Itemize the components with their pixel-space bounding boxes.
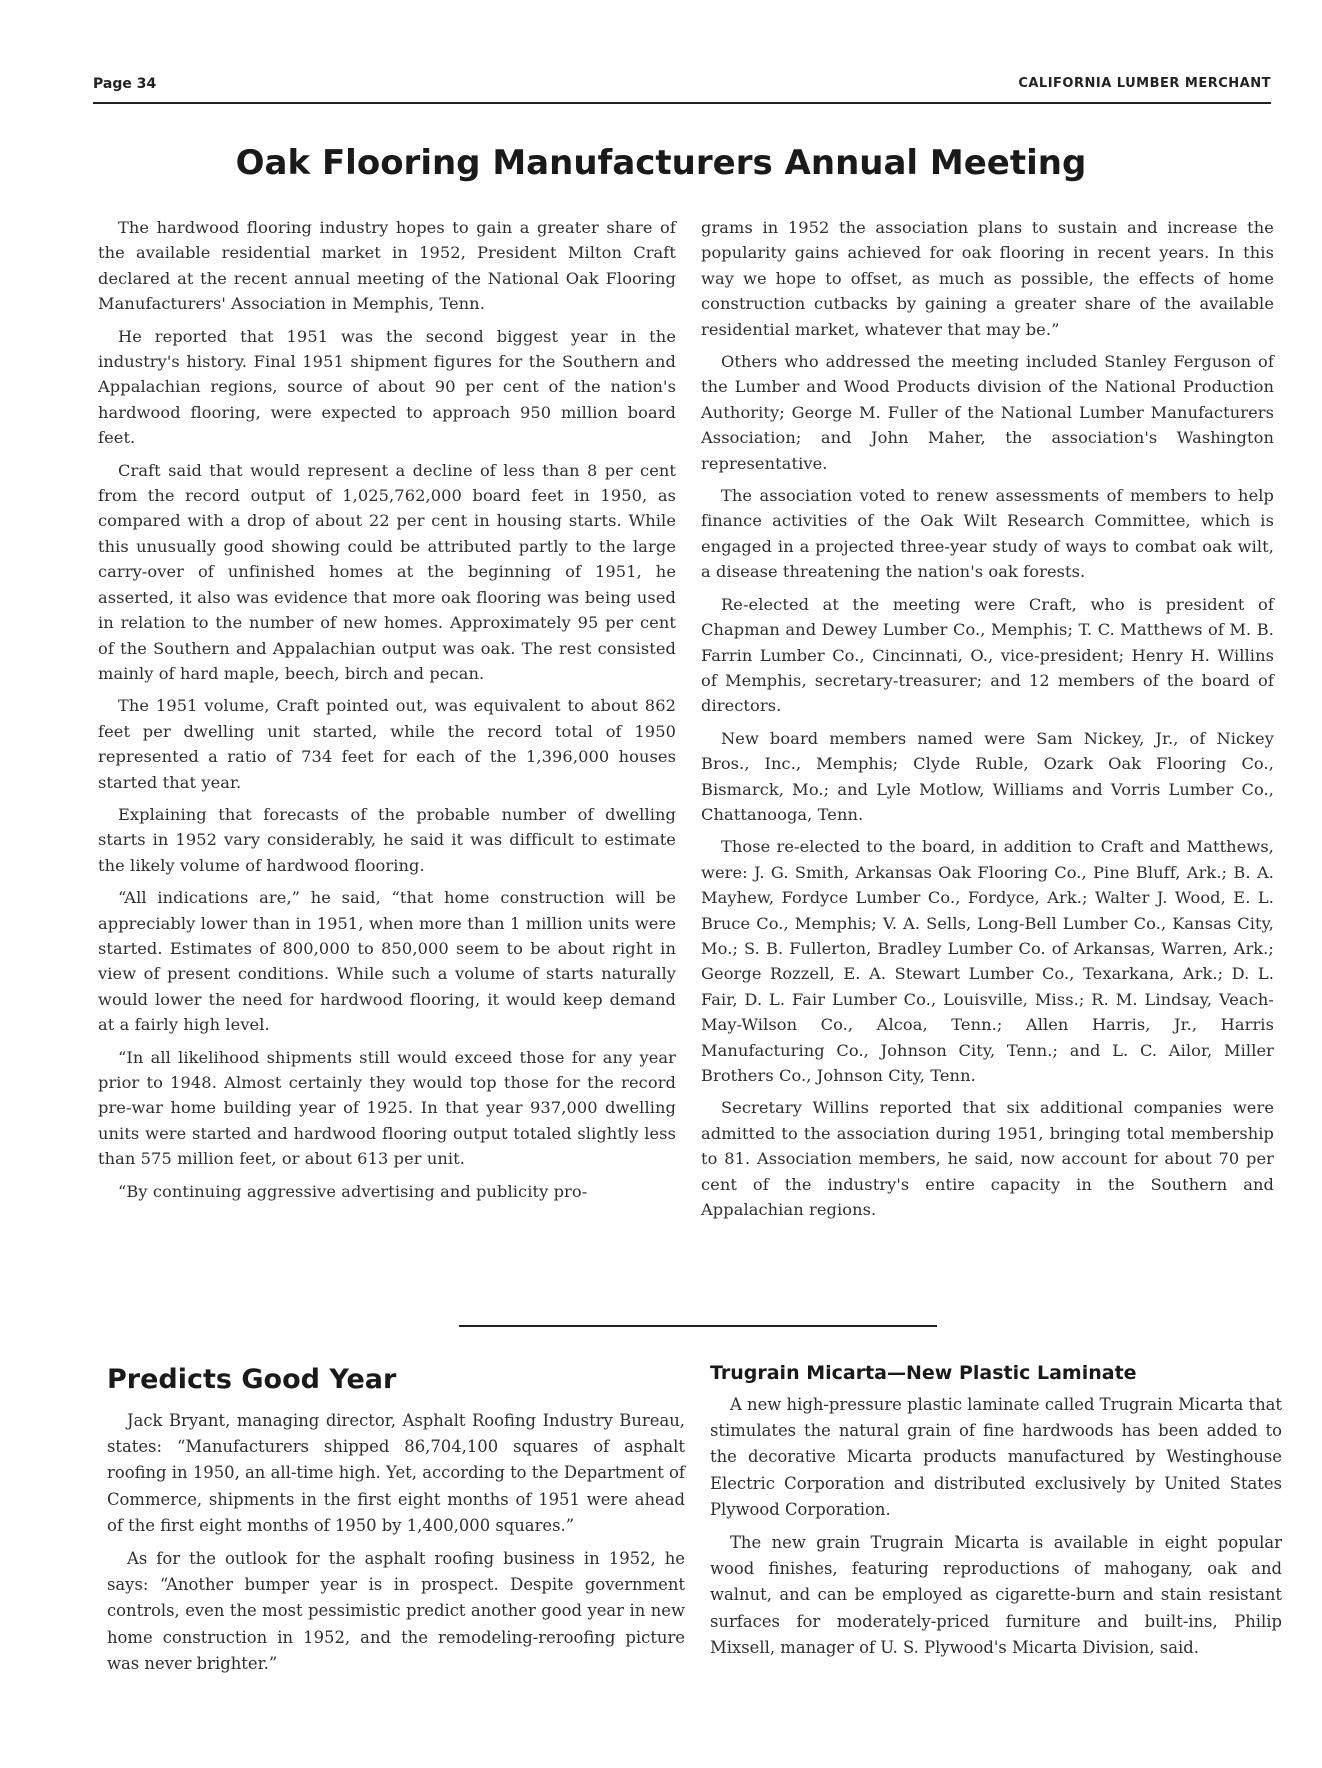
trugrain-body xyxy=(710,1392,1282,1668)
article-left-column xyxy=(98,215,676,1211)
article-paragraph: Those re-elected to the board, in addition to Craft and Matthews, were: J. G. Smith, Arkansas Oak Flooring Co., Pine Bluff, Ark.; B. A. Mayhew, Fordyce Lumber Co., Fordyce, Ark.; Walter J. Wood, E. L. Bruce Co., Memphis; V. A. Sells, Long-Bell Lumber Co., Kansas City, Mo.; S. B. Fullerton, Bradley Lumber Co. of Arkansas, Warren, Ark.; George Rozzell, E. A. Stewart Lumber Co., Texarkana, Ark.; D. L. Fair, D. L. Fair Lumber Co., Louisville, Miss.; R. M. Lindsay, Veach-May-Wilson Co., Alcoa, Tenn.; Allen Harris, Jr., Harris Manufacturing Co., Johnson City, Tenn.; and L. C. Ailor, Miller Brothers Co., Johnson City, Tenn. xyxy=(701,837,1274,1085)
predicts-paragraph: As for the outlook for the asphalt roofing business in 1952, he says: “Another bumper year is in prospect. Despite government controls, even the most pessimistic predict another good year in new home construction in 1952, and the remodeling-reroofing picture was never brighter.” xyxy=(107,1549,685,1673)
article-paragraph: “In all likelihood shipments still would exceed those for any year prior to 1948. Almost certainly they would top those for the record pre-war home building year of 1925. In that year 937,000 dwelling units were started and hardwood flooring output totaled slightly less than 575 million feet, or about 613 per unit. xyxy=(98,1047,676,1169)
predicts-title: Predicts Good Year xyxy=(107,1364,397,1395)
article-paragraph: The hardwood flooring industry hopes to gain a greater share of the available residential market in 1952, President Milton Craft declared at the recent annual meeting of the National Oak Flooring Manufacturers' Association in Memphis, Tenn. xyxy=(98,218,676,314)
article-paragraph: Re-elected at the meeting were Craft, who is president of Chapman and Dewey Lumber Co., Memphis; T. C. Matthews of M. B. Farrin Lumber Co., Cincinnati, O., vice-president; Henry H. Willins of Memphis, secretary-treasurer; and 12 members of the board of directors. xyxy=(701,594,1274,716)
predicts-body xyxy=(107,1408,685,1684)
article-paragraph: He reported that 1951 was the second biggest year in the industry's history. Final 1951 shipment figures for the Southern and Appalachian regions, source of about 90 per cent of the nation's hardwood flooring, were expected to approach 950 million board feet. xyxy=(98,326,676,448)
article-paragraph: New board members named were Sam Nickey, Jr., of Nickey Bros., Inc., Memphis; Clyde Ruble, Ozark Oak Flooring Co., Bismarck, Mo.; and Lyle Motlow, Williams and Vorris Lumber Co., Chattanooga, Tenn. xyxy=(701,728,1274,824)
page-header xyxy=(93,76,1271,104)
article-paragraph: “By continuing aggressive advertising and publicity pro- xyxy=(118,1181,588,1201)
article-title: Oak Flooring Manufacturers Annual Meeting xyxy=(235,143,1087,183)
article-paragraph: The association voted to renew assessments of members to help finance activities of the Oak Wilt Research Committee, which is engaged in a projected three-year study of ways to combat oak wilt, a disease threatening the nation's oak forests. xyxy=(701,486,1274,582)
predicts-paragraph: Jack Bryant, managing director, Asphalt Roofing Industry Bureau, states: “Manufacturers shipped 86,704,100 squares of asphalt roofing in 1950, an all-time high. Yet, according to the Department of Commerce, shipments in the first eight months of 1951 were ahead of the first eight months of 1950 by 1,400,000 squares.” xyxy=(107,1411,685,1535)
article-paragraph: “All indications are,” he said, “that home construction will be appreciably lower than in 1951, when more than 1 million units were started. Estimates of 800,000 to 850,000 seem to be about right in view of present conditions. While such a volume of starts naturally would lower the need for hardwood flooring, it would keep demand at a fairly high level. xyxy=(98,888,676,1035)
section-divider xyxy=(459,1325,937,1327)
article-paragraph: Explaining that forecasts of the probable number of dwelling starts in 1952 vary considerably, he said it was difficult to estimate the likely volume of hardwood flooring. xyxy=(98,804,676,875)
trugrain-paragraph: A new high-pressure plastic laminate called Trugrain Micarta that stimulates the natural grain of fine hardwoods has been added to the decorative Micarta products manufactured by Westinghouse Electric Corporation and distributed exclusively by United States Plywood Corporation. xyxy=(710,1395,1282,1519)
publication-name: CALIFORNIA LUMBER MERCHANT xyxy=(1018,76,1271,91)
article-paragraph: The 1951 volume, Craft pointed out, was equivalent to about 862 feet per dwelling unit started, while the record total of 1950 represented a ratio of 734 feet for each of the 1,396,000 houses started that year. xyxy=(98,696,676,792)
article-paragraph-continued: grams in 1952 the association plans to sustain and increase the popularity gains achieved for oak flooring in recent years. In this way we hope to offset, as much as possible, the effects of home construction cutbacks by gaining a greater share of the available residential market, whatever that may be.” xyxy=(701,218,1274,339)
page-number: Page 34 xyxy=(93,76,157,92)
article-paragraph: Secretary Willins reported that six additional companies were admitted to the association during 1951, bringing total membership to 81. Association members, he said, now account for about 70 per cent of the industry's entire capacity in the Southern and Appalachian regions. xyxy=(701,1098,1274,1220)
trugrain-title: Trugrain Micarta—New Plastic Laminate xyxy=(710,1362,1137,1384)
article-paragraph: Craft said that would represent a decline of less than 8 per cent from the record output of 1,025,762,000 board feet in 1950, as compared with a drop of about 22 per cent in housing starts. While this unusually good showing could be attributed partly to the large carry-over of unfinished homes at the beginning of 1951, he asserted, it also was evidence that more oak flooring was being used in relation to the number of new homes. Approximately 95 per cent of the Southern and Appalachian output was oak. The rest consisted mainly of hard maple, beech, birch and pecan. xyxy=(98,460,676,683)
article-right-column xyxy=(701,215,1274,1229)
article-paragraph: Others who addressed the meeting included Stanley Ferguson of the Lumber and Wood Products division of the National Production Authority; George M. Fuller of the National Lumber Manufacturers Association; and John Maher, the association's Washington representative. xyxy=(701,352,1274,473)
trugrain-paragraph: The new grain Trugrain Micarta is available in eight popular wood finishes, featuring reproductions of mahogany, oak and walnut, and can be employed as cigarette-burn and stain resistant surfaces for moderately-priced furniture and built-ins, Philip Mixsell, manager of U. S. Plywood's Micarta Division, said. xyxy=(710,1533,1282,1657)
